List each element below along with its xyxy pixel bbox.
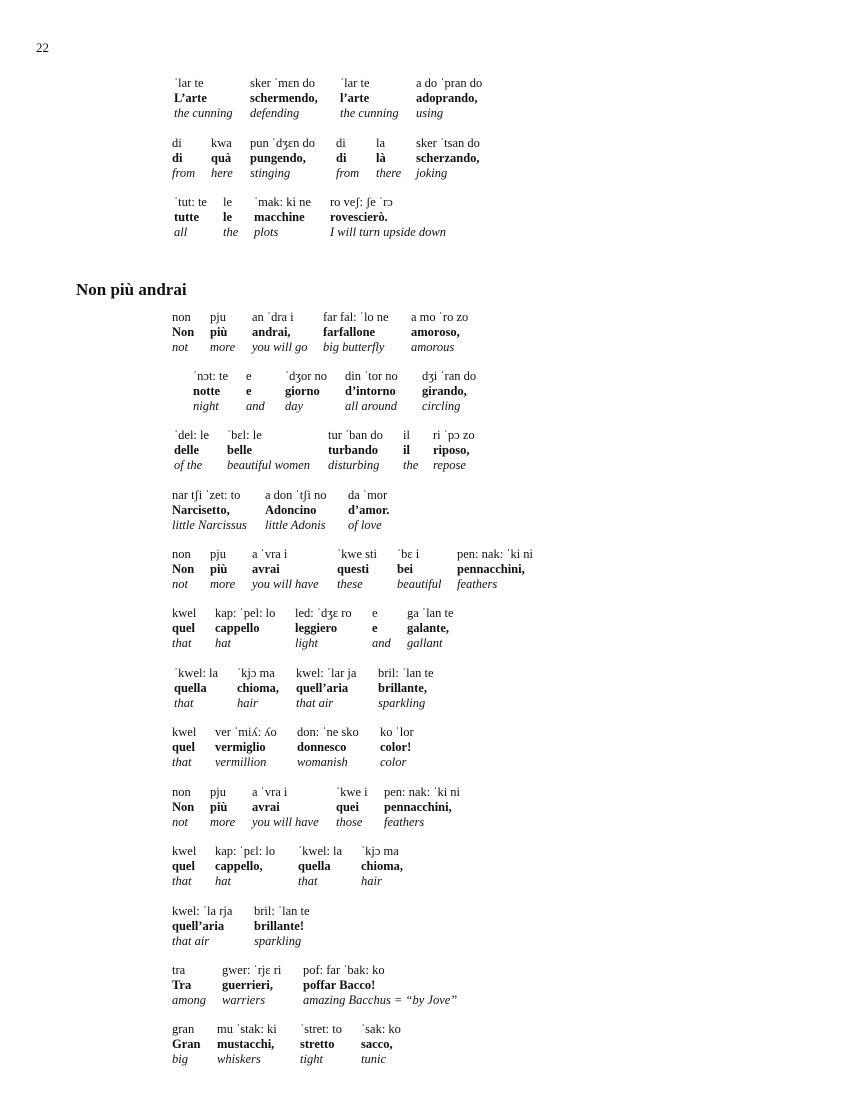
italian-word: più: [210, 800, 228, 814]
english-gloss: among: [172, 993, 207, 1007]
ipa-transcription: far fal: ˈlo ne: [323, 310, 389, 324]
english-gloss: those: [336, 815, 363, 829]
word-column: [250, 76, 318, 121]
word-column: [174, 76, 233, 121]
word-column: [172, 488, 247, 533]
ipa-transcription: ˈdel: le: [174, 428, 210, 442]
word-column: [380, 725, 414, 770]
ipa-transcription: bril: ˈlan te: [378, 666, 434, 680]
italian-word: Non: [172, 800, 195, 814]
word-column: [254, 904, 310, 949]
ipa-transcription: kap: ˈpɛl: lo: [215, 844, 276, 858]
italian-word: L’arte: [174, 91, 207, 105]
ipa-transcription: ˈlar te: [340, 76, 370, 90]
word-column: [210, 785, 235, 830]
italian-word: quella: [174, 681, 207, 695]
word-column: [376, 136, 401, 181]
word-column: [330, 195, 446, 240]
word-column: [336, 136, 359, 181]
italian-word: farfallone: [323, 325, 376, 339]
ipa-transcription: tra: [172, 963, 186, 977]
italian-word: di: [336, 151, 347, 165]
english-gloss: these: [337, 577, 363, 591]
word-column: [172, 606, 196, 651]
word-column: [174, 195, 207, 240]
italian-word: quei: [336, 800, 359, 814]
ipa-transcription: ˈlar te: [174, 76, 204, 90]
word-column: [265, 488, 326, 533]
italian-word: adoprando,: [416, 91, 478, 105]
ipa-transcription: non: [172, 310, 191, 324]
word-column: [210, 547, 235, 592]
english-gloss: gallant: [407, 636, 443, 650]
word-column: [297, 725, 359, 770]
ipa-transcription: il: [403, 428, 410, 442]
italian-word: poffar Bacco!: [303, 978, 376, 992]
italian-word: schermendo,: [250, 91, 318, 105]
word-column: [174, 666, 218, 711]
ipa-transcription: sker ˈmɛn do: [250, 76, 315, 90]
italian-word: l’arte: [340, 91, 370, 105]
italian-word: andrai,: [252, 325, 291, 339]
word-column: [403, 428, 418, 473]
word-column: [378, 666, 434, 711]
english-gloss: disturbing: [328, 458, 380, 472]
word-column: [172, 725, 196, 770]
ipa-transcription: tur ˈban do: [328, 428, 383, 442]
word-column: [337, 547, 377, 592]
word-column: [285, 369, 327, 414]
word-column: [172, 844, 196, 889]
word-column: [246, 369, 265, 414]
ipa-transcription: a don ˈtʃi no: [265, 488, 327, 502]
word-column: [172, 785, 194, 830]
ipa-transcription: ˈsak: ko: [361, 1022, 401, 1036]
ipa-transcription: kwel: [172, 844, 197, 858]
english-gloss: big butterfly: [323, 340, 385, 354]
english-gloss: more: [210, 815, 236, 829]
english-gloss: circling: [422, 399, 461, 413]
english-gloss: hat: [215, 636, 231, 650]
ipa-transcription: nar tʃi ˈzet: to: [172, 488, 241, 502]
english-gloss: hat: [215, 874, 231, 888]
english-gloss: that air: [296, 696, 334, 710]
word-column: [303, 963, 457, 1008]
word-column: [372, 606, 391, 651]
english-gloss: light: [295, 636, 318, 650]
ipa-transcription: ˈbɛ i: [397, 547, 420, 561]
italian-word: tutte: [174, 210, 199, 224]
section-title: Non più andrai: [76, 280, 187, 299]
english-gloss: that: [172, 874, 192, 888]
english-gloss: all: [174, 225, 188, 239]
word-column: [193, 369, 228, 414]
italian-word: mustacchi,: [217, 1037, 275, 1051]
word-column: [345, 369, 398, 414]
english-gloss: little Adonis: [265, 518, 326, 532]
word-column: [361, 844, 403, 889]
word-column: [172, 136, 195, 181]
ipa-transcription: sker ˈtsan do: [416, 136, 480, 150]
word-column: [227, 428, 310, 473]
english-gloss: there: [376, 166, 402, 180]
ipa-transcription: a do ˈpran do: [416, 76, 483, 90]
english-gloss: womanish: [297, 755, 348, 769]
english-gloss: using: [416, 106, 444, 120]
english-gloss: tunic: [361, 1052, 386, 1066]
italian-word: quell’aria: [296, 681, 349, 695]
word-column: [323, 310, 389, 355]
ipa-transcription: an ˈdra i: [252, 310, 294, 324]
ipa-transcription: ˈmak: ki ne: [254, 195, 311, 209]
word-column: [172, 547, 194, 592]
english-gloss: night: [193, 399, 219, 413]
ipa-transcription: kwel: [172, 725, 197, 739]
word-column: [215, 606, 275, 651]
word-column: [223, 195, 238, 240]
italian-word: più: [210, 325, 228, 339]
ipa-transcription: mu ˈstak: ki: [217, 1022, 277, 1036]
ipa-transcription: pju: [210, 547, 226, 561]
word-column: [211, 136, 233, 181]
word-column: [433, 428, 475, 473]
word-column: [411, 310, 468, 355]
english-gloss: from: [336, 166, 360, 180]
english-gloss: amorous: [411, 340, 455, 354]
english-gloss: not: [172, 340, 188, 354]
ipa-transcription: pen: nak: ˈki ni: [457, 547, 534, 561]
word-column: [215, 725, 277, 770]
italian-word: galante,: [407, 621, 450, 635]
english-gloss: more: [210, 340, 236, 354]
italian-word: scherzando,: [416, 151, 480, 165]
ipa-transcription: le: [223, 195, 233, 209]
word-column: [300, 1022, 342, 1067]
english-gloss: from: [172, 166, 196, 180]
italian-word: brillante,: [378, 681, 427, 695]
word-column: [172, 904, 232, 949]
italian-word: chioma,: [361, 859, 404, 873]
ipa-transcription: dʒi ˈran do: [422, 369, 477, 383]
word-column: [361, 1022, 401, 1067]
english-gloss: beautiful: [397, 577, 442, 591]
ipa-transcription: a mo ˈro zo: [411, 310, 469, 324]
english-gloss: stinging: [250, 166, 291, 180]
ipa-transcription: ˈkwe i: [336, 785, 368, 799]
ipa-transcription: ˈdʒor no: [285, 369, 327, 383]
italian-word: il: [403, 443, 410, 457]
word-column: [217, 1022, 277, 1067]
italian-word: cappello: [215, 621, 260, 635]
ipa-transcription: bril: ˈlan te: [254, 904, 310, 918]
italian-word: Narcisetto,: [172, 503, 230, 517]
word-column: [254, 195, 311, 240]
english-gloss: the: [403, 458, 419, 472]
italian-word: Adoncino: [265, 503, 317, 517]
english-gloss: you will have: [252, 577, 319, 591]
italian-word: cappello,: [215, 859, 263, 873]
ipa-transcription: e: [246, 369, 252, 383]
english-gloss: vermillion: [215, 755, 267, 769]
ipa-transcription: ro veʃ: ʃe ˈrɔ: [330, 195, 393, 209]
word-column: [328, 428, 383, 473]
english-gloss: the cunning: [340, 106, 399, 120]
word-column: [348, 488, 390, 533]
english-gloss: defending: [250, 106, 300, 120]
italian-word: quella: [298, 859, 331, 873]
italian-word: Gran: [172, 1037, 201, 1051]
italian-word: quà: [211, 151, 232, 165]
english-gloss: more: [210, 577, 236, 591]
italian-word: quell’aria: [172, 919, 225, 933]
italian-word: e: [246, 384, 252, 398]
english-gloss: that: [298, 874, 318, 888]
english-gloss: sparkling: [254, 934, 302, 948]
italian-word: e: [372, 621, 378, 635]
english-gloss: of the: [174, 458, 203, 472]
ipa-transcription: non: [172, 547, 191, 561]
word-column: [336, 785, 368, 830]
ipa-transcription: kwel: [172, 606, 197, 620]
english-gloss: feathers: [384, 815, 425, 829]
word-column: [174, 428, 209, 473]
english-gloss: and: [372, 636, 391, 650]
word-column: [252, 785, 319, 830]
word-column: [416, 136, 480, 181]
english-gloss: hair: [237, 696, 258, 710]
english-gloss: amazing Bacchus = “by Jove”: [303, 993, 458, 1007]
word-column: [210, 310, 235, 355]
ipa-transcription: ri ˈpɔ zo: [433, 428, 475, 442]
word-column: [215, 844, 275, 889]
english-gloss: feathers: [457, 577, 498, 591]
word-column: [237, 666, 279, 711]
ipa-transcription: ˈkjɔ ma: [361, 844, 399, 858]
ipa-transcription: la: [376, 136, 386, 150]
ipa-transcription: di: [336, 136, 346, 150]
italian-word: avrai: [252, 800, 280, 814]
ipa-transcription: ˈtut: te: [174, 195, 207, 209]
italian-word: sacco,: [361, 1037, 393, 1051]
italian-word: macchine: [254, 210, 305, 224]
english-gloss: of love: [348, 518, 382, 532]
ipa-transcription: ver ˈmiʎ: ʎo: [215, 725, 277, 739]
english-gloss: hair: [361, 874, 382, 888]
italian-word: quel: [172, 621, 195, 635]
italian-word: là: [376, 151, 386, 165]
italian-word: riposo,: [433, 443, 470, 457]
italian-word: Tra: [172, 978, 192, 992]
ipa-transcription: ˈnɔt: te: [193, 369, 229, 383]
italian-word: leggiero: [295, 621, 338, 635]
word-column: [295, 606, 352, 651]
word-column: [422, 369, 476, 414]
english-gloss: color: [380, 755, 407, 769]
italian-word: rovescierò.: [330, 210, 388, 224]
english-gloss: you will have: [252, 815, 319, 829]
english-gloss: little Narcissus: [172, 518, 247, 532]
english-gloss: that: [172, 636, 192, 650]
english-gloss: that air: [172, 934, 210, 948]
ipa-transcription: pen: nak: ˈki ni: [384, 785, 461, 799]
italian-word: color!: [380, 740, 412, 754]
ipa-transcription: ˈkwe sti: [337, 547, 377, 561]
ipa-transcription: ga ˈlan te: [407, 606, 454, 620]
ipa-transcription: gwer: ˈrjɛ ri: [222, 963, 282, 977]
italian-word: avrai: [252, 562, 280, 576]
italian-word: delle: [174, 443, 199, 457]
ipa-transcription: ˈkwel: la: [174, 666, 219, 680]
ipa-transcription: kwa: [211, 136, 232, 150]
italian-word: quel: [172, 740, 195, 754]
ipa-transcription: kap: ˈpel: lo: [215, 606, 276, 620]
word-column: [172, 963, 206, 1008]
english-gloss: and: [246, 399, 265, 413]
page-number: 22: [36, 40, 49, 55]
english-gloss: all around: [345, 399, 397, 413]
ipa-transcription: pju: [210, 785, 226, 799]
word-column: [340, 76, 399, 121]
ipa-transcription: pof: far ˈbak: ko: [303, 963, 385, 977]
english-gloss: warriers: [222, 993, 266, 1007]
ipa-transcription: ko ˈlor: [380, 725, 414, 739]
ipa-transcription: non: [172, 785, 191, 799]
italian-word: stretto: [300, 1037, 335, 1051]
word-column: [397, 547, 441, 592]
italian-word: pennacchini,: [457, 562, 525, 576]
english-gloss: sparkling: [378, 696, 426, 710]
ipa-transcription: pun ˈdʒɛn do: [250, 136, 315, 150]
ipa-transcription: ˈstret: to: [300, 1022, 343, 1036]
italian-word: d’amor.: [348, 503, 390, 517]
english-gloss: not: [172, 815, 188, 829]
english-gloss: you will go: [252, 340, 308, 354]
english-gloss: tight: [300, 1052, 323, 1066]
ipa-transcription: led: ˈdʒɛ ro: [295, 606, 352, 620]
ipa-transcription: ˈbɛl: le: [227, 428, 262, 442]
ipa-transcription: a ˈvra i: [252, 547, 288, 561]
ipa-transcription: a ˈvra i: [252, 785, 288, 799]
word-column: [222, 963, 281, 1008]
english-gloss: that: [172, 755, 192, 769]
word-column: [172, 1022, 200, 1067]
english-gloss: whiskers: [217, 1052, 261, 1066]
italian-word: quel: [172, 859, 195, 873]
word-column: [296, 666, 356, 711]
word-column: [298, 844, 342, 889]
ipa-transcription: don: ˈne sko: [297, 725, 359, 739]
ipa-transcription: kwel: ˈlar ja: [296, 666, 357, 680]
italian-word: donnesco: [297, 740, 347, 754]
english-gloss: repose: [433, 458, 466, 472]
italian-word: girando,: [422, 384, 467, 398]
word-column: [457, 547, 533, 592]
english-gloss: I will turn upside down: [330, 225, 446, 239]
english-gloss: day: [285, 399, 304, 413]
italian-word: notte: [193, 384, 221, 398]
italian-word: Non: [172, 562, 195, 576]
english-gloss: here: [211, 166, 233, 180]
italian-word: pungendo,: [250, 151, 306, 165]
italian-word: questi: [337, 562, 369, 576]
ipa-transcription: e: [372, 606, 378, 620]
word-column: [252, 547, 319, 592]
english-gloss: joking: [416, 166, 448, 180]
italian-word: di: [172, 151, 183, 165]
ipa-transcription: pju: [210, 310, 226, 324]
word-column: [416, 76, 482, 121]
italian-word: belle: [227, 443, 252, 457]
word-column: [384, 785, 460, 830]
italian-word: vermiglio: [215, 740, 266, 754]
english-gloss: big: [172, 1052, 188, 1066]
italian-word: le: [223, 210, 233, 224]
english-gloss: the cunning: [174, 106, 233, 120]
word-column: [407, 606, 454, 651]
italian-word: più: [210, 562, 228, 576]
ipa-transcription: di: [172, 136, 182, 150]
english-gloss: not: [172, 577, 188, 591]
english-gloss: that: [174, 696, 194, 710]
italian-word: turbando: [328, 443, 379, 457]
italian-word: brillante!: [254, 919, 304, 933]
ipa-transcription: ˈkwel: la: [298, 844, 343, 858]
word-column: [172, 310, 194, 355]
english-gloss: the: [223, 225, 239, 239]
word-column: [250, 136, 315, 181]
italian-word: Non: [172, 325, 195, 339]
italian-word: giorno: [285, 384, 320, 398]
italian-word: chioma,: [237, 681, 280, 695]
italian-word: amoroso,: [411, 325, 460, 339]
italian-word: pennacchini,: [384, 800, 452, 814]
ipa-transcription: din ˈtor no: [345, 369, 398, 383]
italian-word: bei: [397, 562, 413, 576]
english-gloss: plots: [254, 225, 279, 239]
english-gloss: beautiful women: [227, 458, 310, 472]
ipa-transcription: kwel: ˈla rja: [172, 904, 233, 918]
ipa-transcription: da ˈmor: [348, 488, 388, 502]
word-column: [252, 310, 308, 355]
italian-word: guerrieri,: [222, 978, 274, 992]
ipa-transcription: gran: [172, 1022, 195, 1036]
ipa-transcription: ˈkjɔ ma: [237, 666, 275, 680]
italian-word: d’intorno: [345, 384, 396, 398]
